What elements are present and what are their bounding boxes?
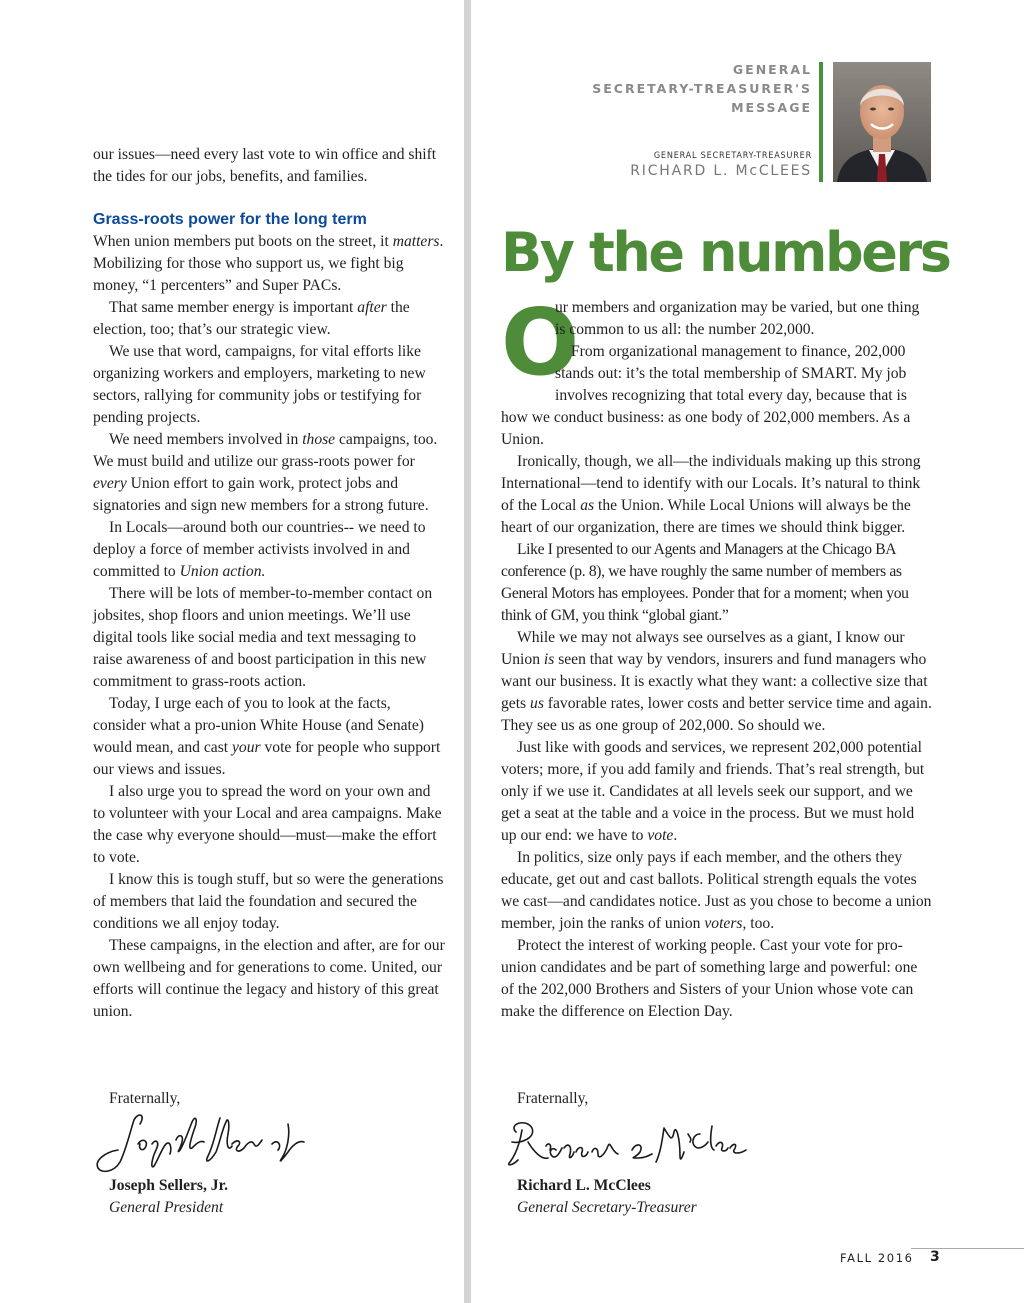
drop-cap: O <box>501 289 580 396</box>
right-closing: Fraternally, <box>517 1090 589 1107</box>
accent-bar <box>819 62 823 182</box>
left-subhead: Grass-roots power for the long term <box>93 211 367 228</box>
left-paragraph: That same member energy is important after the election, too; that’s our strategic view. <box>93 299 410 338</box>
author-name: RICHARD L. McCLEES <box>630 163 812 179</box>
article-headline: By the numbers <box>501 221 950 284</box>
right-paragraph: Protect the interest of working people. Cast your vote for pro-union candidates and be part of something large and powerful: one of the 202,000 Brothers and Sisters of your Union whose vote can make the difference on Election Day. <box>501 937 918 1020</box>
left-paragraph: We need members involved in those campaigns, too. We must build and utilize our grass-roots power for every Union effort to gain work, protect jobs and signatories and sign new members for a strong future. <box>93 431 438 514</box>
left-paragraph: These campaigns, in the election and after, are for our own wellbeing and for generations to come. United, our efforts will continue the legacy and history of this great union. <box>93 937 445 1020</box>
left-paragraph: We use that word, campaigns, for vital efforts like organizing workers and employers, marketing to new sectors, rallying for community jobs or testifying for pending projects. <box>93 343 426 426</box>
right-signer-role: General Secretary-Treasurer <box>517 1199 697 1216</box>
mcclees-signature <box>502 1112 752 1172</box>
issue-label: FALL 2016 <box>840 1251 914 1265</box>
page-gutter-divider <box>464 0 471 1303</box>
left-paragraph: I also urge you to spread the word on your own and to volunteer with your Local and area campaigns. Make the case why everyone should—must—make the effort to vote. <box>93 783 442 866</box>
right-paragraph: ur members and organization may be varied, but one thing is common to us all: the number 202,000. <box>555 299 920 338</box>
left-paragraph: our issues—need every last vote to win office and shift the tides for our jobs, benefits, and families. <box>93 146 437 185</box>
left-paragraph: There will be lots of member-to-member contact on jobsites, shop floors and union meetings. We’ll use digital tools like social media and text messaging to raise awareness of and boost participation in this new commitment to grass-roots action. <box>93 585 433 690</box>
left-signer-name: Joseph Sellers, Jr. <box>109 1177 228 1194</box>
left-paragraph: I know this is tough stuff, but so were the generations of members that laid the foundation and secured the conditions we all enjoy today. <box>93 871 444 932</box>
footer-rule <box>911 1248 1024 1249</box>
right-paragraph: From organizational management to finance, 202,000 stands out: it’s the total membership of SMART. My job involves recognizing that total every day, because that is how we conduct business: as one body of 202,000 members. As a Union. <box>501 343 911 448</box>
right-paragraph: Ironically, though, we all—the individuals making up this strong International—tend to identify with our Locals. It’s natural to think of the Local as the Union. While Local Unions will always be the heart of our organization, there are times we should think bigger. <box>501 453 921 536</box>
page-number: 3 <box>930 1249 940 1265</box>
author-title: GENERAL SECRETARY-TREASURER <box>653 151 812 161</box>
right-paragraph: In politics, size only pays if each member, and the others they educate, get out and cast ballots. Political strength equals the votes we cast—and candidates notice. Just as you chose to become a union member, join the ranks of union voters, too. <box>501 849 932 932</box>
left-column <box>93 144 445 1023</box>
left-paragraph: In Locals—around both our countries-- we need to deploy a force of member activists involved in and committed to Union action. <box>93 519 426 580</box>
author-photo <box>833 62 931 182</box>
section-label: GENERAL SECRETARY-TREASURER'S MESSAGE <box>592 62 812 115</box>
right-paragraph: Just like with goods and services, we represent 202,000 potential voters; more, if you add family and friends. That’s real strength, but only if we use it. Candidates at all levels seek our support, and we get a seat at the table and a voice in the process. But we must hold up our end: we have to vote. <box>501 739 925 844</box>
left-paragraph: Today, I urge each of you to look at the facts, consider what a pro-union White House (and Senate) would mean, and cast your vote for people who support our views and issues. <box>93 695 441 778</box>
left-closing: Fraternally, <box>109 1090 181 1107</box>
left-paragraph: When union members put boots on the street, it matters. Mobilizing for those who support us, we fight big money, “1 percenters” and Super PACs. <box>93 233 444 294</box>
right-paragraph: Like I presented to our Agents and Managers at the Chicago BA conference (p. 8), we have roughly the same number of members as General Motors has employees. Ponder that for a moment; when you think of GM, you think “global giant.” <box>501 541 909 624</box>
right-column <box>501 289 933 1023</box>
sellers-signature <box>92 1110 322 1178</box>
right-paragraph: While we may not always see ourselves as a giant, I know our Union is seen that way by vendors, insurers and fund managers who want our business. It is exactly what they want: a collective size that gets us favorable rates, lower costs and better service time and again. They see us as one group of 202,000. So should we. <box>501 629 932 734</box>
left-signer-role: General President <box>109 1199 224 1216</box>
right-signer-name: Richard L. McClees <box>517 1177 651 1194</box>
